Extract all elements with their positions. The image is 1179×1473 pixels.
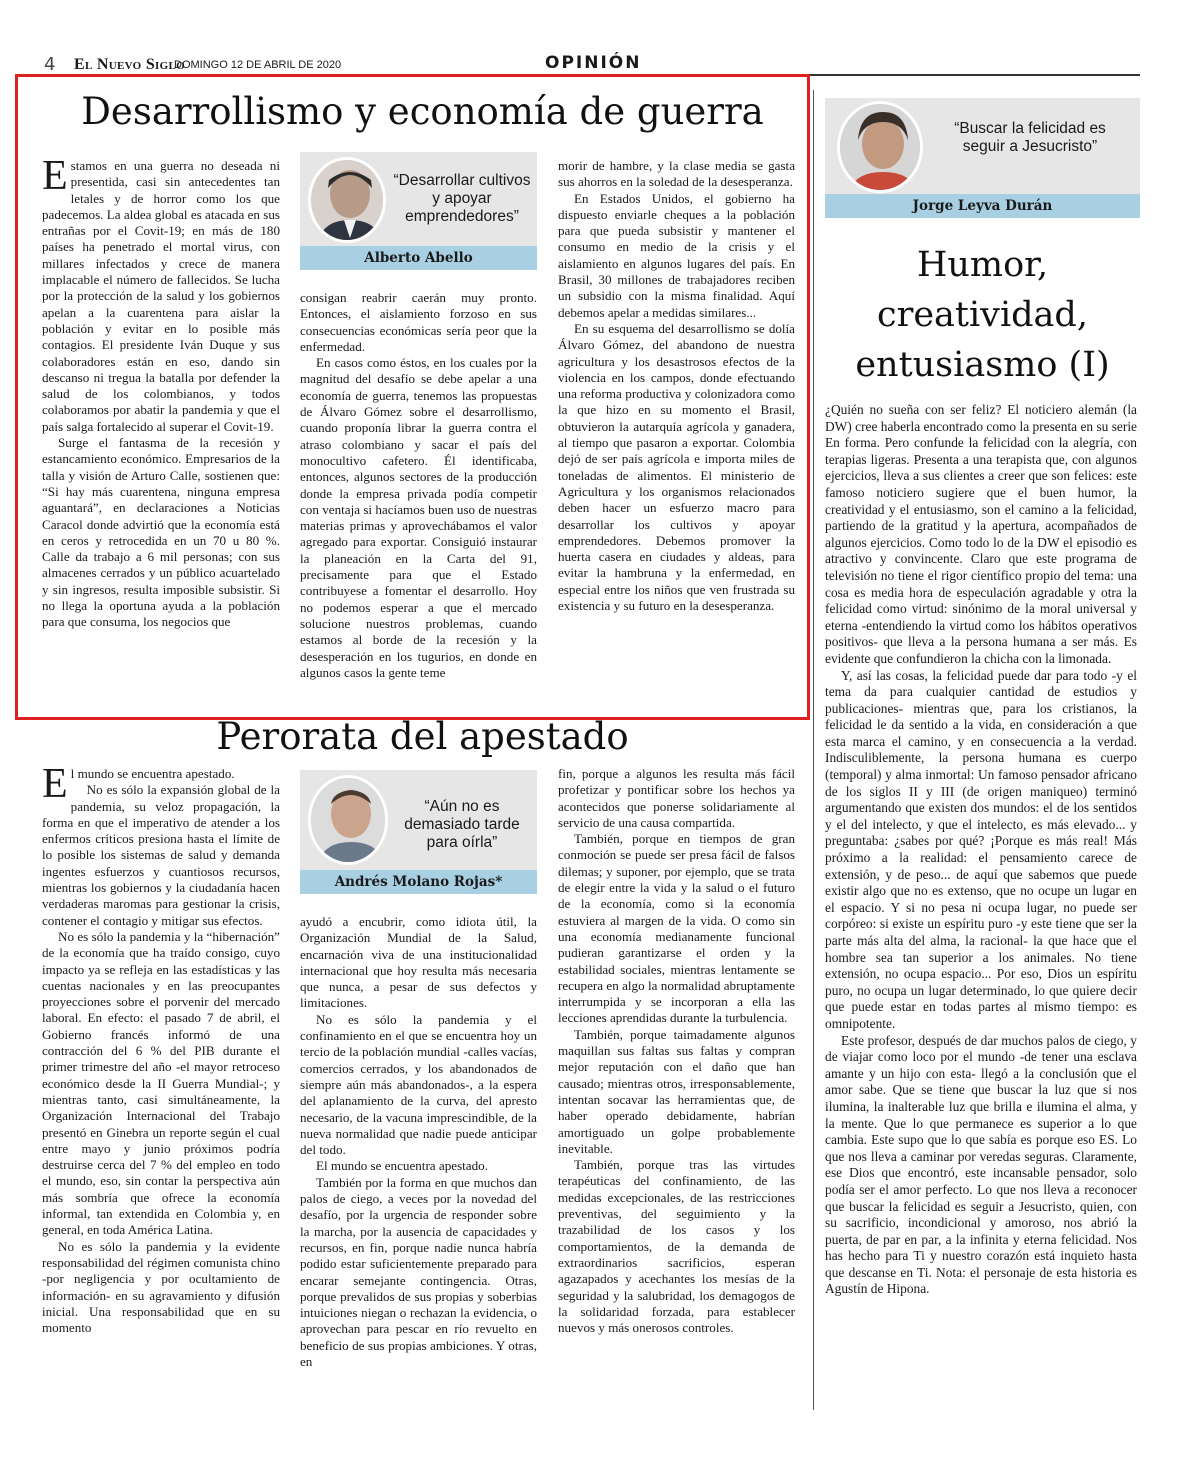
page-header — [40, 52, 1140, 76]
paragraph: fin, porque a algunos les resulta más fácil profetizar y pontificar sobre los hechos ya acontecidos que ponerse solidariamente al servicio de una causa compartida. — [558, 766, 795, 830]
paragraph: Surge el fantasma de la recesión y estancamiento económico. Empresarios de la talla y visión de Arturo Calle, sostienen que: “Si hay más cuarentena, ninguna empresa aguantará”, en declaraciones a Noticias Caracol donde advirtió que la economía está en ceros y retrocedida en un 70 u 80 %. Calle da trabajo a 6 mil personas; con sus almacenes cerrados y un público acuartelado y sin ingresos, resulta imposible subsistir. Si no llega la oportuna ayuda a la población para que consuma, los negocios que — [42, 435, 280, 630]
paragraph: El mundo se encuentra apestado. — [316, 1158, 488, 1174]
author-photo-leyva — [837, 101, 923, 193]
paragraph: El mundo se encuentra apestado. — [42, 766, 235, 807]
drop-cap: E — [42, 766, 68, 807]
paragraph: morir de hambre, y la clase media se gasta sus ahorros en la soledad de la desesperanza. — [558, 158, 795, 190]
portrait-icon — [311, 778, 388, 865]
quote-box-leyva — [825, 98, 1140, 218]
paragraph: No es sólo la pandemia y la evidente responsabilidad del régimen comunista chino -por negligencia y por ocultamiento de información- en su agravamiento y difusión inicial. Una responsabilidad que en su momento — [42, 1238, 280, 1336]
paragraph: No es sólo la pandemia y el confinamiento en el que se encuentra hoy un tercio de la población mundial -calles vacías, comercios cerrados, y los abandonados de siempre aún más abandonados-, a la espera del aplanamiento de la curva, del apresto necesario, de la vacuna imprescindible, de la nueva normalidad que nadie puede anticipar del todo. — [300, 1011, 537, 1158]
paragraph: También, porque en tiempos de gran conmoción se puede ser presa fácil de falsos dilemas; y suponer, por ejemplo, que se trata de elegir entre la vida y la salud o el futuro de la economía, como si la economía estuviera al margen de la vida. O como sin una economía medianamente funcional pudieran garantizarse el orden y la estabilidad sociales, mientras lentamente se recupera en algo la normalidad abruptamente interrumpida y se incorporan a ella las lecciones aprendidas durante la turbulencia. — [558, 831, 795, 1026]
article1-column-3 — [558, 158, 795, 700]
article1-column-2 — [300, 290, 537, 702]
paragraph: ¿Quién no sueña con ser feliz? El noticiero alemán (la DW) cree haberla encontrado como la presenta en su serie En forma. Pero confunde la felicidad con la alegría, con terapias ligeras. Presenta a una terapista que, con algunos ejercicios, lleva a sus clientes a creer que son felices: este famoso noticiero sugiere que el buen humor, la creatividad y el entusiasmo, son el camino a la felicidad, partiendo de la gratitud y la apertura, acompañados de algunos ejercicios. Como todo lo de la DW el episodio es atractivo y convincente. Claro que este programa de televisión no tiene el rigor científico propio del tema: una cosa es media hora de especulación agradable y otra la felicidad como virtud: sinónimo de la moral universal y eterna -entendiendo la virtud como los hábitos operativos positivos- que lleva a la persona humana a ser más. Es evidente que confundieron la chicha con la limonada. — [825, 402, 1137, 666]
paragraph: ayudó a encubrir, como idiota útil, la Organización Mundial de la Salud, encarnación viva de una institucionalidad internacional que hoy resulta más necesaria que nunca, a pesar de sus defectos y limitaciones. — [300, 914, 537, 1011]
author-name-molano: Andrés Molano Rojas* — [300, 870, 537, 894]
page-number: 4 — [44, 54, 56, 75]
paragraph: También, porque tras las virtudes terapéuticas del confinamiento, de las medidas excepcionales, de las restricciones preventivas, del seguimiento y la trazabilidad de los casos y los comportamientos, de la demanda de extraordinarios sacrificios, esperan agazapados y acechantes los mesías de la seguridad y la salubridad, los demagogos de la solidaridad forzada, para establecer nuevos y más onerosos controles. — [558, 1157, 795, 1336]
author-photo-molano — [308, 775, 388, 865]
article2-column-2 — [300, 914, 537, 1412]
article-title-humor: Humor, creatividad, entusiasmo (I) — [855, 245, 1110, 385]
author-name-abello: Alberto Abello — [300, 246, 537, 270]
paragraph: En Estados Unidos, el gobierno ha dispuesto enviarle cheques a la población para que pueda subsistir y mantener el consumo en medio de la crisis y el aislamiento en algunos lugares del país. En Brasil, 30 millones de trabajadores reciben un subsidio con la misma finalidad. Aquí debemos apelar a medidas similares... — [558, 190, 795, 320]
paragraph: No es sólo la pandemia y la “hibernación” de la economía que ha traído consigo, cuyo impacto ya se refleja en las estadísticas y las cuentas nacionales y en las preocupantes proyecciones sobre el porvenir del mercado laboral. En efecto: el pasado 7 de abril, el Gobierno francés informó de una contracción del 6 % del PIB durante el primer trimestre del año -el mayor retroceso económico desde la II Guerra Mundial-; y mientras tanto, casi simultáneamente, la Organización Internacional del Trabajo presentó en Ginebra un reporte según el cual entre mayo y junio próximos podría destruirse cerca del 7 % del empleo en todo el mundo, eso, sin contar la perspectiva aún más sombría que ofrece la economía informal, tan extendida en Colombia y, en general, en toda América Latina. — [42, 928, 280, 1238]
quote-box-molano — [300, 770, 537, 894]
newspaper-logo: El Nuevo Siglo — [74, 56, 185, 73]
paragraph: Y, así las cosas, la felicidad puede dar para todo -y el tema da para cualquier cantidad de estudios y publicaciones- mientras que, para los cristianos, la felicidad le da sentido a la vida, en consideración a que esta marca el camino, y en consecuencia a la verdad. Indisculiblemente, la persona humana es cuerpo (temporal) y alma inmortal: Un famoso pensador africano de los siglos II y III (de origen maniqueo) terminó argumentando que existen dos mundos: el de los sentidos y el del intelecto, y que el intelecto, es más elevado... y preguntaba: ¿sabes por qué? ¡Porque es más real! Más próximo a la realidad: el pensamiento carece de extensión, y de peso... de aquí que sabemos que puede existir algo que no es extenso, que no ocupe un lugar en el espacio. Y si no pesa ni ocupa lugar, no puede ser corpóreo: si existe un espíritu puro -y este tiene que ser la parte más alta del alma, la racional- la que hace que el hombre sea tan superior a los animales. No tiene extensión, no ocupa espacio... Por eso, Dios un espíritu puro, no ocupa un lugar determinado, lo que quiere decir que puede estar en todas partes al mismo tiempo: es omnipotente. — [825, 667, 1137, 1031]
article2-column-1 — [42, 766, 280, 1412]
drop-cap: E — [42, 158, 68, 199]
quote-box-abello — [300, 152, 537, 270]
article-title-perorata: Perorata del apestado — [216, 715, 629, 758]
issue-date: DOMINGO 12 DE ABRIL DE 2020 — [174, 59, 342, 71]
pull-quote-molano: “Aún no es demasiado tarde para oírla” — [404, 798, 520, 851]
pull-quote-leyva: “Buscar la felicidad es seguir a Jesucristo” — [954, 120, 1106, 155]
paragraph: También por la forma en que muchos dan palos de ciego, a veces por la novedad del desafío, por la urgencia de responder sobre la marcha, por la ausencia de capacidades y recursos, en fin, porque nadie nunca habría podido estar suficientemente preparado para encarar semejante contingencia. Otras, porque prevalidos de sus propias y soberbias intuiciones niegan o rechazan la evidencia, o aprovechan para pescar en río revuelto en beneficio de sus propias ambiciones. Y otras, en — [300, 1174, 537, 1370]
article1-column-1 — [42, 158, 280, 700]
paragraph: consigan reabrir caerán muy pronto. Entonces, el aislamiento forzoso en sus consecuencias económicas sería peor que la enfermedad. — [300, 290, 537, 354]
section-name: OPINIÓN — [545, 53, 642, 73]
paragraph: No es sólo la expansión global de la pandemia, su veloz propagación, la forma en que el imperativo de atender a los enfermos críticos presiona hasta el límite de lo posible los sistemas de salud y demanda ingentes esfuerzos y cuantiosos recursos, mientras los gobiernos y la ciudadanía hacen verdaderas maromas para gestionar la crisis, contener el contagio y mitigar sus efectos. — [42, 782, 280, 928]
paragraph: En casos como éstos, en los cuales por la magnitud del desafío se debe apelar a una economía de guerra, tenemos las propuestas de Álvaro Gómez sobre el desarrollismo, cuando proponía librar la guerra contra el atraso colombiano y sacar el país del monocultivo cafetero. Él identificaba, entonces, algunos sectores de la producción donde la empresa privada podía competir con ventaja si hacíamos buen uso de nuestras materias primas y aprovechábamos el valor agregado para exportar. Consiguió instaurar la planeación en la Carta del 91, precisamente para que el Estado contribuyese a fomentar el desarrollo. Hoy no podemos esperar a que el mercado solucione nuestros problemas, cuando estamos al borde de la recesión y la desesperación en los tugurios, en donde en algunos casos la gente teme — [300, 355, 537, 680]
author-photo-abello — [308, 157, 386, 243]
paragraph: También, porque taimadamente algunos maquillan sus faltas sus faltas y compran mejor reputación con el daño que han causado; mientras otros, irresponsablemente, intentan socavar las herramientas que, de haber operado debidamente, habrían amortiguado un golpe probablemente inevitable. — [558, 1026, 795, 1156]
author-name-leyva: Jorge Leyva Durán — [825, 194, 1140, 218]
paragraph: En su esquema del desarrollismo se dolía Álvaro Gómez, del abandono de nuestra agricultura y los desastrosos efectos de la violencia en los campos, donde efectuando una reforma productiva y colonizadora como la que hizo en su momento el Brasil, obtuvieron la autarquía agrícola y ganadera, al tiempo que pasaron a exportar. Colombia dejó de ser país agrícola e importa miles de toneladas de alimentos. El ministerio de Agricultura y los organismos relacionados deben hacer un esfuerzo macro para desarrollar los cultivos y apoyar emprendedores. Debemos promover la huerta casera en ciudades y aldeas, para evitar la hambruna y la enfermedad, en especial entre los niños que ven frustrada su existencia y su futuro en la desesperanza. — [558, 320, 795, 614]
article3-column — [825, 402, 1137, 1412]
article2-column-3 — [558, 766, 795, 1412]
portrait-icon — [840, 104, 923, 193]
paragraph: Este profesor, después de dar muchos palos de ciego, y de viajar como loco por el mundo -de tener una esclava amante y un hijo con esta- llegó a la conclusión que el amor sabe. Que se tiene que buscar la luz que si nos ilumina, la inalterable luz que brilla e ilumina el alma, y la mente. Que lo que permanece es superior a lo que cambia. Este supo que lo que sabía es porque eso ES. Lo que nos lleva a caminar por veredas seguras. Claramente, ese Dios que encontró, este incansable pensador, solo podía ser el amor perfecto. Lo que nos lleva a reconocer que buscar la felicidad es seguir a Jesucristo, quien, con su sacrificio, incondicional y amoroso, nos abrió la puerta, de par en par, a la infinita y eterna felicidad. Nos has hecho para Ti y nuestro corazón está inquieto hasta que descanse en Ti. Nota: el personaje de esta historia es Agustín de Hipona. — [825, 1032, 1137, 1297]
paragraph: Estamos en una guerra no deseada ni presentida, casi sin antecedentes tan letales y de horror como los que padecemos. La aldea global es atacada en sus entrañas por el Covit-19; en más de 180 países ha penetrado el mortal virus, con millares infectados y crece de manera implacable el número de fallecidos. Se lucha por la protección de la salud y los gobiernos apelan a la cuarentena para aislar la población y evitar en lo posible más contagios. El presidente Iván Duque y sus colaboradores están en eso, dando sin descanso ni tregua la batalla por defender la salud de los colombianos, y todos colaboramos por abatir la pandemia y que el país salga fortalecido al superar el Covit-19. — [42, 158, 280, 434]
pull-quote-abello: “Desarrollar cultivos y apoyar emprendedores” — [393, 172, 531, 225]
portrait-icon — [311, 160, 386, 243]
article-title-desarrollismo: Desarrollismo y economía de guerra — [81, 90, 764, 133]
column-divider — [813, 90, 814, 1410]
